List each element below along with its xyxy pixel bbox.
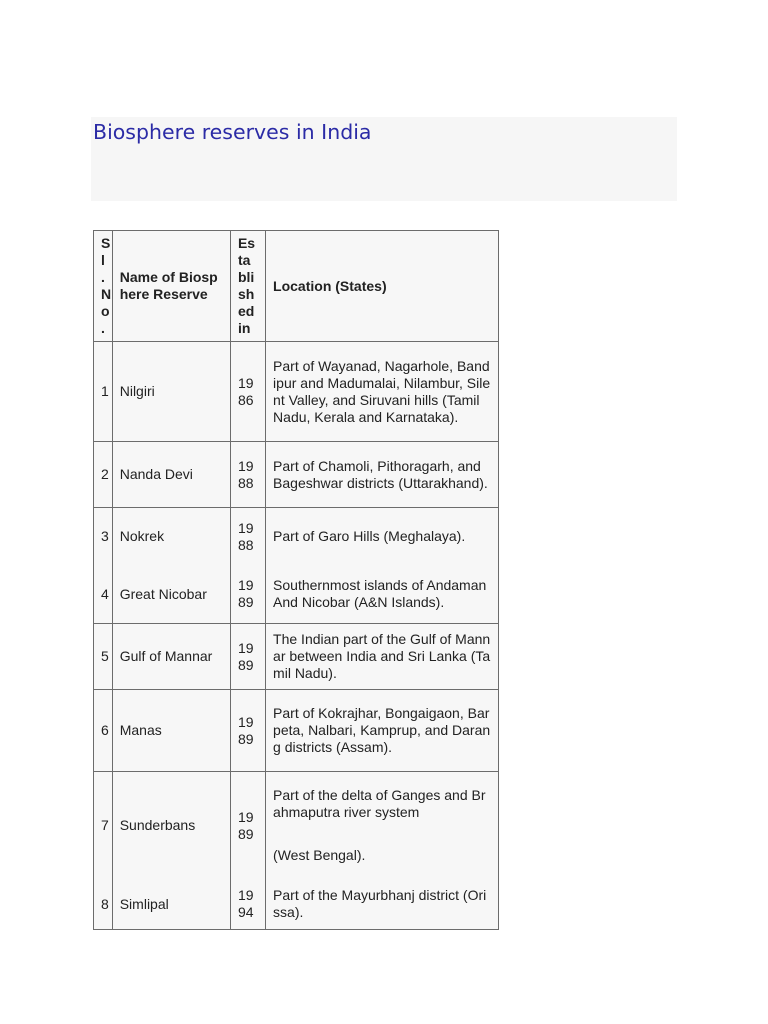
cell-location: Part of Kokrajhar, Bongaigaon, Barpeta, Nalbari, Kamprup, and Darang districts (Assam). bbox=[266, 690, 499, 772]
table-row bbox=[94, 342, 499, 442]
cell-sl-no: 1 bbox=[94, 342, 113, 442]
line-gap bbox=[273, 821, 491, 847]
table-row bbox=[94, 442, 499, 508]
cell-name: Nokrek bbox=[112, 508, 230, 566]
cell-sl-no: 4 bbox=[94, 566, 113, 624]
table-row bbox=[94, 880, 499, 930]
cell-year: 1994 bbox=[230, 880, 265, 930]
cell-sl-no: 5 bbox=[94, 624, 113, 690]
cell-name: Sunderbans bbox=[112, 772, 230, 880]
cell-year: 1989 bbox=[230, 566, 265, 624]
page-title: Biosphere reserves in India bbox=[93, 120, 372, 144]
table-header-row bbox=[94, 231, 499, 342]
table-row bbox=[94, 508, 499, 566]
cell-year: 1988 bbox=[230, 508, 265, 566]
cell-sl-no: 3 bbox=[94, 508, 113, 566]
cell-year: 1988 bbox=[230, 442, 265, 508]
cell-location: Part of Chamoli, Pithoragarh, and Bageshwar districts (Uttarakhand). bbox=[266, 442, 499, 508]
cell-name: Nilgiri bbox=[112, 342, 230, 442]
table-row bbox=[94, 772, 499, 880]
table-row bbox=[94, 690, 499, 772]
biosphere-reserves-table bbox=[93, 230, 499, 930]
location-text: Part of the delta of Ganges and Brahmaputra river system bbox=[273, 787, 486, 821]
cell-sl-no: 7 bbox=[94, 772, 113, 880]
cell-name: Manas bbox=[112, 690, 230, 772]
header-established: Established in bbox=[230, 231, 265, 342]
table-row bbox=[94, 566, 499, 624]
title-banner bbox=[91, 117, 677, 201]
header-sl-no: Sl. No. bbox=[94, 231, 113, 342]
cell-year: 1986 bbox=[230, 342, 265, 442]
header-location: Location (States) bbox=[266, 231, 499, 342]
cell-name: Nanda Devi bbox=[112, 442, 230, 508]
cell-name: Simlipal bbox=[112, 880, 230, 930]
header-name: Name of Biosphere Reserve bbox=[112, 231, 230, 342]
cell-location: Part of the Mayurbhanj district (Orissa). bbox=[266, 880, 499, 930]
table-row bbox=[94, 624, 499, 690]
cell-location: Southernmost islands of Andaman And Nicobar (A&N Islands). bbox=[266, 566, 499, 624]
cell-year: 1989 bbox=[230, 624, 265, 690]
cell-year: 1989 bbox=[230, 690, 265, 772]
cell-location bbox=[266, 772, 499, 880]
location-state-text: (West Bengal). bbox=[273, 847, 366, 864]
cell-year: 1989 bbox=[230, 772, 265, 880]
cell-location: The Indian part of the Gulf of Mannar between India and Sri Lanka (Tamil Nadu). bbox=[266, 624, 499, 690]
cell-sl-no: 2 bbox=[94, 442, 113, 508]
cell-name: Great Nicobar bbox=[112, 566, 230, 624]
cell-sl-no: 6 bbox=[94, 690, 113, 772]
cell-location: Part of Garo Hills (Meghalaya). bbox=[266, 508, 499, 566]
cell-location: Part of Wayanad, Nagarhole, Bandipur and Madumalai, Nilambur, Silent Valley, and Siruvani hills (Tamil Nadu, Kerala and Karnataka). bbox=[266, 342, 499, 442]
cell-sl-no: 8 bbox=[94, 880, 113, 930]
cell-name: Gulf of Mannar bbox=[112, 624, 230, 690]
